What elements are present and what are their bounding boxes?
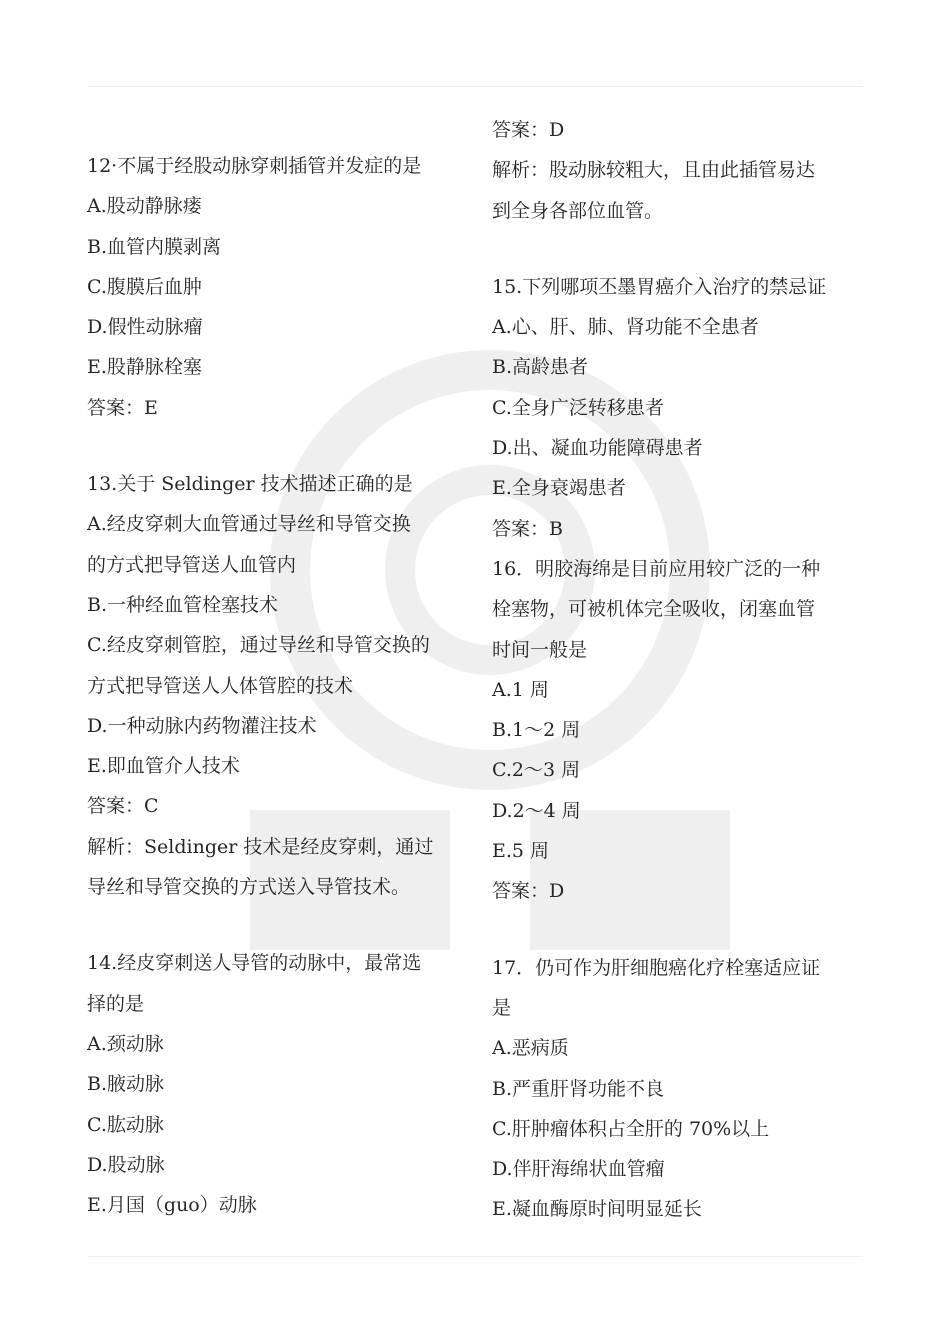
question-stem: 12·不属于经股动脉穿刺插管并发症的是 [87,155,422,177]
question-16 [492,549,872,912]
option: B.高龄患者 [492,356,589,379]
answer: 答案：D [492,119,565,141]
question-14-answer [492,110,872,231]
option: C.经皮穿刺管腔，通过导丝和导管交换的 [87,634,430,657]
option: C.肝肿瘤体积占全肝的 70%以上 [492,1117,770,1140]
option: C.肱动脉 [87,1113,164,1136]
option: B.严重肝肾功能不良 [492,1077,665,1100]
question-15 [492,267,872,549]
question-stem: 是 [492,996,512,1019]
option: E.凝血酶原时间明显延长 [492,1198,702,1221]
option: D.股动脉 [87,1153,165,1176]
option: A.经皮穿刺大血管通过导丝和导管交换 [87,513,411,536]
question-stem: 14.经皮穿刺送人导管的动脉中，最常选 [87,952,422,975]
question-stem: 15.下列哪项丕墨胃癌介入治疗的禁忌证 [492,275,827,298]
analysis: 到全身各部位血管。 [492,199,664,222]
right-column [492,110,872,1230]
answer: 答案：D [492,880,565,903]
option: D.一种动脉内药物灌注技术 [87,714,317,737]
option: D.出、凝血功能障碍患者 [492,437,703,460]
question-stem: 13.关于 Seldinger 技术描述正确的是 [87,473,413,496]
option: 的方式把导管送人血管内 [87,553,297,576]
question-17 [492,948,872,1230]
question-stem: 17．仍可作为肝细胞癌化疗栓塞适应证 [492,956,821,979]
option: A.心、肝、肺、肾功能不全患者 [492,316,759,339]
answer: 答案：E [87,396,158,419]
left-column [87,146,467,1225]
answer: 答案：B [492,517,563,540]
option: A.1 周 [492,678,549,701]
option: B.血管内膜剥离 [87,235,222,258]
option: B.1～2 周 [492,719,581,742]
analysis: 导丝和导管交换的方式送入导管技术。 [87,876,411,899]
option: E.股静脉栓塞 [87,356,202,379]
option: 方式把导管送人人体管腔的技术 [87,674,354,697]
option: E.5 周 [492,840,550,863]
option: D.伴肝海绵状血管瘤 [492,1158,665,1181]
option: A.股动静脉瘘 [87,195,202,218]
question-14 [87,943,467,1225]
option: B.腋动脉 [87,1073,165,1096]
option: C.2～3 周 [492,759,581,782]
option: E.全身衰竭患者 [492,477,626,500]
option: E.即血管介人技术 [87,755,240,778]
question-stem: 栓塞物，可被机体完全吸收，闭塞血管 [492,598,816,621]
question-13 [87,464,467,907]
question-stem: 16．明胶海绵是目前应用较广泛的一种 [492,557,821,580]
option: E.月国（guo）动脉 [87,1194,257,1217]
analysis: 解析：Seldinger 技术是经皮穿刺，通过 [87,835,434,858]
header-rule [88,86,863,87]
option: C.全身广泛转移患者 [492,396,664,419]
question-stem: 择的是 [87,992,145,1015]
option: D.假性动脉瘤 [87,316,203,339]
option: D.2～4 周 [492,799,581,822]
question-stem: 时间一般是 [492,638,588,661]
option: A.颈动脉 [87,1032,164,1055]
option: A.恶病质 [492,1037,569,1060]
analysis: 解析：股动脉较粗大，且由此插管易达 [492,159,816,182]
answer: 答案：C [87,795,159,818]
option: B.一种经血管栓塞技术 [87,593,279,616]
option: C.腹膜后血肿 [87,275,202,298]
footer-rule [88,1256,863,1257]
question-12 [87,146,467,428]
